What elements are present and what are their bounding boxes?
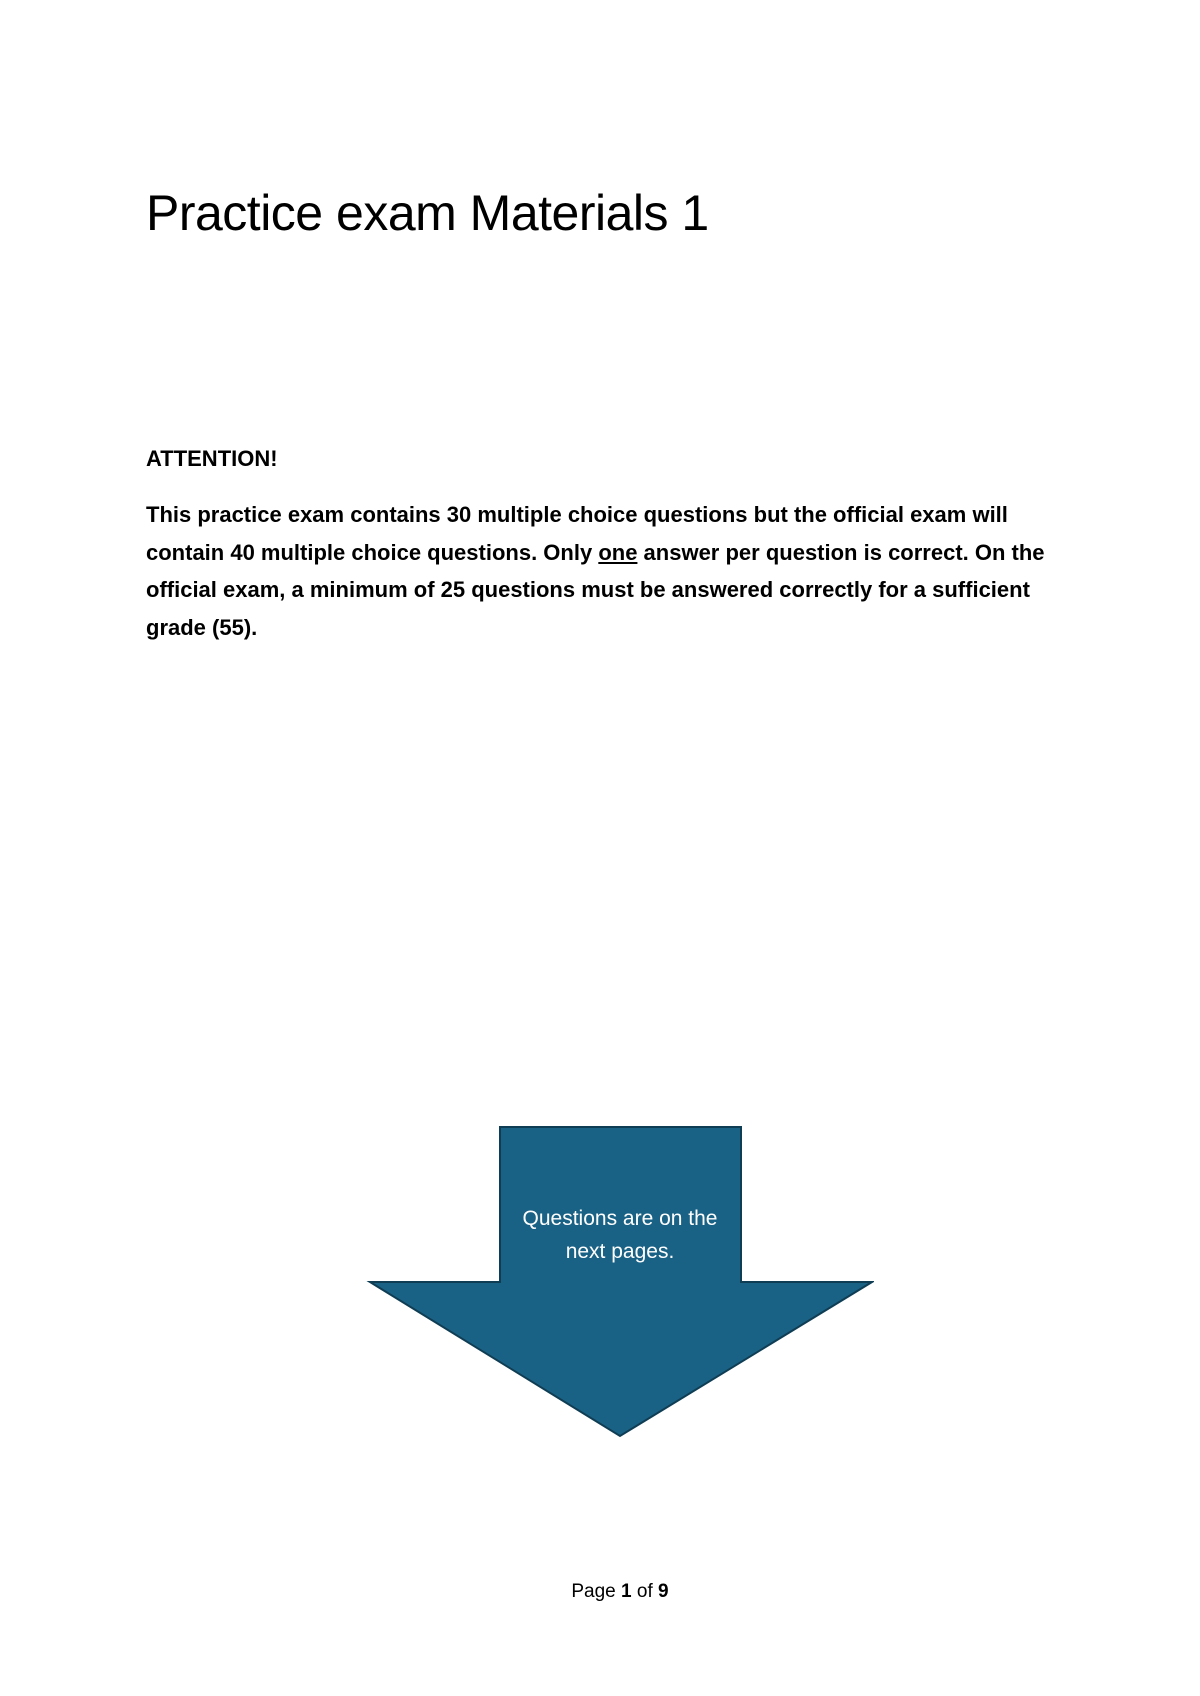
arrow-callout-text: Questions are on the next pages. [522,1207,718,1263]
page-title: Practice exam Materials 1 [146,185,709,241]
footer-of-word: of [636,1581,653,1602]
down-arrow-callout [366,1126,874,1438]
notice-text-part1: This practice exam contains 30 multiple choice questions but the official exam will contain 40 multiple choice questions. Only [146,502,1008,565]
exam-notice [146,496,1066,646]
notice-underlined-word: one [598,539,638,565]
page-footer [0,1581,1200,1603]
down-arrow-icon [366,1126,874,1438]
notice-text-part2: answer per question is correct. On the official exam, a minimum of 25 questions must be answered correctly for a sufficient grade (55). [146,539,1045,640]
footer-page-word: Page [571,1581,616,1602]
footer-total-pages: 9 [658,1581,669,1602]
attention-heading: ATTENTION! [146,446,278,471]
footer-current-page: 1 [621,1581,632,1602]
